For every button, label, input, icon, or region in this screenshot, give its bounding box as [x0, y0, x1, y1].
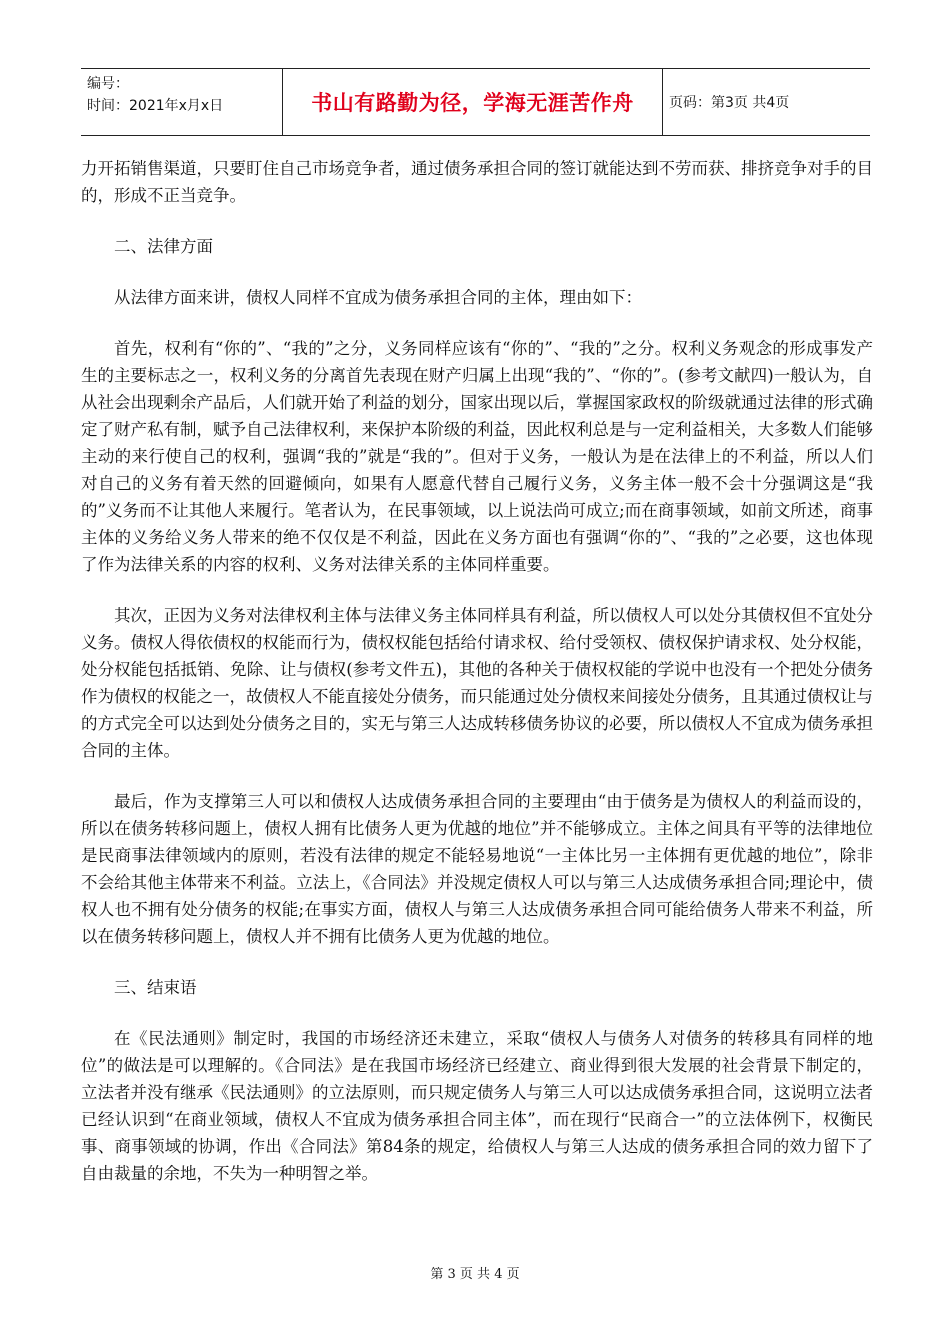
paragraph-conclusion: 在《民法通则》制定时，我国的市场经济还未建立，采取“债权人与债务人对债务的转移具有同样的地位”的做法是可以理解的。《合同法》是在我国市场经济已经建立、商业得到很大发展的社会背景下制定的，立法者并没有继承《民法通则》的立法原则，而只规定债务人与第三人可以达成债务承担合同，这说明立法者已经认识到“在商业领域，债权人不宜成为债务承担合同主体”，而在现行“民商合一”的立法体例下，权衡民事、商事领域的协调，作出《合同法》第84条的规定，给债权人与第三人达成的债务承担合同的效力留下了自由裁量的余地，不失为一种明智之举。	[81, 1029, 873, 1183]
paragraph-intro: 从法律方面来讲，债权人同样不宜成为债务承担合同的主体，理由如下：	[114, 288, 642, 307]
header-page-code: 页码：第3页 共4页	[669, 95, 790, 111]
document-number-label: 编号：	[87, 76, 129, 92]
document-header	[81, 68, 870, 136]
document-body	[81, 155, 873, 1211]
paragraph-first-point: 首先，权利有“你的”、“我的”之分，义务同样应该有“你的”、“我的”之分。权利义务观念的形成事发产生的主要标志之一，权利义务的分离首先表现在财产归属上出现“我的”、“你的”。(参考文献四)一般认为，自从社会出现剩余产品后，人们就开始了利益的划分，国家出现以后，掌握国家政权的阶级就通过法律的形式确定了财产私有制，赋予自己法律权利，来保护本阶级的利益，因此权利总是与一定利益相关，大多数人们能够主动的来行使自己的权利，强调“我的”就是“我的”。但对于义务，一般认为是在法律上的不利益，所以人们对自己的义务有着天然的回避倾向，如果有人愿意代替自己履行义务，义务主体一般不会十分强调这是“我的”义务而不让其他人来履行。笔者认为，在民事领域，以上说法尚可成立;而在商事领域，如前文所述，商事主体的义务给义务人带来的绝不仅仅是不利益，因此在义务方面也有强调“你的”、“我的”之必要，这也体现了作为法律关系的内容的权利、义务对法律关系的主体同样重要。	[81, 339, 873, 574]
section-heading-legal: 二、法律方面	[114, 237, 213, 256]
header-meta	[81, 69, 283, 135]
document-date-label: 时间：2021年x月x日	[87, 98, 224, 114]
section-heading-conclusion: 三、结束语	[114, 978, 197, 997]
paragraph-second-point: 其次，正因为义务对法律权利主体与法律义务主体同样具有利益，所以债权人可以处分其债权但不宜处分义务。债权人得依债权的权能而行为，债权权能包括给付请求权、给付受领权、债权保护请求权、处分权能，处分权能包括抵销、免除、让与债权(参考文件五)，其他的各种关于债权权能的学说中也没有一个把处分债务作为债权的权能之一，故债权人不能直接处分债务，而只能通过处分债权来间接处分债务，且其通过债权让与的方式完全可以达到处分债务之目的，实无与第三人达成转移债务协议的必要，所以债权人不宜成为债务承担合同的主体。	[81, 606, 873, 760]
header-motto: 书山有路勤为径，学海无涯苦作舟	[283, 69, 663, 135]
paragraph-continuation: 力开拓销售渠道，只要盯住自己市场竞争者，通过债务承担合同的签订就能达到不劳而获、排挤竞争对手的目的，形成不正当竞争。	[81, 159, 873, 205]
paragraph-third-point: 最后，作为支撑第三人可以和债权人达成债务承担合同的主要理由“由于债务是为债权人的利益而设的，所以在债务转移问题上，债权人拥有比债务人更为优越的地位”并不能够成立。主体之间具有平等的法律地位是民商事法律领域内的原则，若没有法律的规定不能轻易地说“一主体比另一主体拥有更优越的地位”，除非不会给其他主体带来不利益。立法上，《合同法》并没规定债权人可以与第三人达成债务承担合同;理论中，债权人也不拥有处分债务的权能;在事实方面，债权人与第三人达成债务承担合同可能给债务人带来不利益，所以在债务转移问题上，债权人并不拥有比债务人更为优越的地位。	[81, 792, 873, 946]
page-footer: 第 3 页 共 4 页	[430, 1267, 520, 1282]
